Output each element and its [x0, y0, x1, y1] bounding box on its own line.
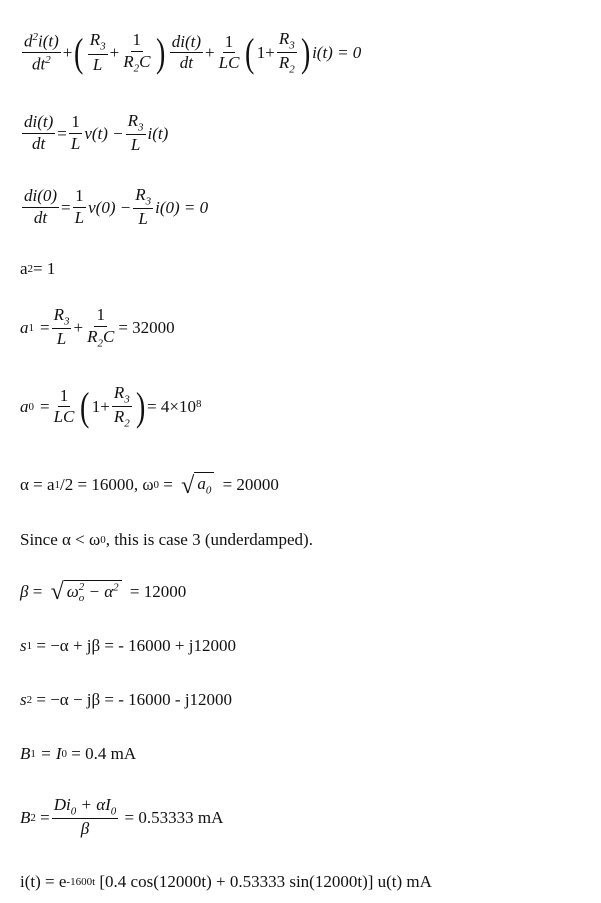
sqrt-a0: √ $a_0$ [181, 472, 214, 498]
since-text-rest: , this is case 3 (underdamped). [105, 530, 313, 549]
plus-sign: + [62, 42, 73, 62]
b2-fraction [52, 796, 119, 839]
sup-2: 2 [113, 581, 119, 594]
equals-sign: = [35, 807, 50, 827]
sub-2: 2 [30, 811, 36, 824]
sub-3: 3 [124, 393, 130, 406]
equals-sign: = [57, 123, 67, 143]
paren-open: ( [245, 29, 255, 75]
a-text: a [20, 317, 29, 337]
equals-sign: = [40, 396, 50, 416]
l-text: L [92, 54, 103, 74]
one-plus-text: 1+ [91, 396, 110, 416]
one-text: 1 [73, 187, 86, 208]
v-term: v(0) − [88, 197, 132, 217]
beta-value: = 12000 [125, 582, 187, 602]
final-solution-line [20, 872, 432, 892]
s2-expression: = −α − jβ = - 16000 - j12000 [32, 690, 233, 709]
l-text: L [74, 208, 85, 228]
one-over-lc [217, 33, 242, 73]
sub-1: 1 [26, 640, 33, 652]
lc-text: LC [218, 53, 240, 73]
equals-sign: = [159, 475, 178, 495]
equation-tail: i(t) = 0 [312, 42, 362, 62]
plus-sign: + [205, 42, 215, 62]
r3-over-r2 [277, 30, 297, 76]
paren-open: ( [80, 383, 90, 429]
a-text: a [20, 259, 28, 278]
a-text: a [197, 474, 206, 493]
paren-close: ) [156, 29, 166, 75]
a2-value: = 1 [33, 259, 56, 278]
sub-2: 2 [133, 62, 140, 75]
since-text: Since α < ω [20, 530, 101, 549]
sub-1: 1 [54, 479, 61, 492]
alpha-omega-line [20, 472, 279, 498]
sub-1: 1 [30, 748, 36, 760]
exp-8: 8 [195, 398, 202, 410]
denominator: dt [33, 208, 48, 228]
a2-line [20, 259, 55, 279]
dt-text: dt [32, 55, 46, 75]
sub-0: 0 [100, 534, 106, 546]
sub-3: 3 [289, 39, 295, 52]
a1-line [20, 306, 175, 349]
plus-sign: + [73, 317, 84, 337]
s-text: s [20, 636, 27, 655]
v-term: v(t) − [84, 123, 124, 143]
d-text: d [24, 31, 33, 51]
one-over-r2c [121, 31, 152, 74]
minus-alpha: − α [84, 582, 114, 601]
sub-2: 2 [26, 694, 33, 706]
r-text: R [135, 185, 146, 204]
one-text: 1 [223, 33, 236, 54]
numerator: di(0) [22, 187, 59, 208]
i-term: i(0) = 0 [155, 197, 209, 217]
beta-symbol: β [80, 819, 90, 839]
lc-text: LC [53, 407, 75, 427]
sub-0: 0 [205, 484, 212, 497]
one-text: 1 [131, 31, 144, 52]
paren-close: ) [135, 383, 146, 429]
sub-2: 2 [97, 337, 103, 350]
sub-0: 0 [28, 400, 34, 413]
equals-sign: = [61, 197, 71, 217]
exponent: -1600t [66, 876, 96, 888]
di-text: Di [53, 795, 71, 814]
r-text: R [113, 407, 125, 427]
s-text: s [20, 690, 27, 709]
b-text: B [20, 744, 31, 763]
sub-3: 3 [63, 315, 70, 328]
denominator: dt [32, 134, 46, 154]
i-term: i(t) [147, 123, 169, 143]
paren-open: ( [74, 29, 84, 75]
one-text: 1 [58, 387, 71, 408]
since-line [20, 530, 313, 550]
sub-o: o [78, 592, 85, 605]
a0-line [20, 384, 201, 430]
sub-2: 2 [27, 263, 34, 275]
s2-line [20, 690, 232, 710]
r-text: R [87, 326, 98, 346]
one-text: 1 [69, 113, 82, 134]
equation-di-dt [20, 112, 168, 155]
first-derivative-term [170, 33, 203, 73]
c-text: C [102, 326, 115, 346]
sub-2: 2 [124, 417, 130, 430]
sqrt-beta: √ ω 2 o − $\alpha^2$ [51, 580, 122, 604]
alpha-text: α = a [20, 475, 55, 495]
l-text: L [130, 135, 141, 155]
b2-line [20, 796, 223, 839]
equation-differential: $\frac{d^2i(t)}{dt^2}$ + ( $\frac{R_3}{L}$ + $\frac{1}{R_2C}$ ) $\frac{di(t)}{dt}$ + $\frac{1}{LC}$ ( 1+ $\frac{R_3}{R_2}$ ) i(t) = 0 [24, 29, 362, 76]
sub-3: 3 [100, 40, 106, 53]
di-text: di(t) [170, 33, 203, 54]
equals-sign: = [40, 317, 50, 337]
i0-text: = I [35, 744, 62, 763]
i-text: i(t) [38, 31, 59, 51]
b-text: B [20, 807, 31, 827]
r-text: R [278, 29, 290, 48]
l-text: L [138, 209, 148, 229]
c-text: C [139, 52, 151, 72]
sub-3: 3 [138, 121, 144, 134]
b2-value: = 0.53333 mA [120, 807, 224, 827]
omega-value: = 20000 [218, 475, 279, 495]
sup-2: 2 [32, 31, 38, 44]
a0-value: = 4×10 [147, 396, 196, 416]
a1-value: = 32000 [118, 317, 175, 337]
r-text: R [123, 52, 134, 72]
numerator: di(t) [22, 113, 55, 134]
s1-line [20, 636, 236, 656]
final-text: i(t) = e [20, 872, 67, 891]
sub-0: 0 [61, 748, 68, 760]
one-plus-text: 1+ [256, 42, 275, 62]
sup-2: 2 [78, 581, 85, 594]
s1-expression: = −α + jβ = - 16000 + j12000 [32, 636, 236, 655]
r3-over-l [88, 31, 108, 74]
omega-symbol: ω [66, 582, 79, 601]
sub-2: 2 [289, 63, 295, 76]
a-text: a [20, 396, 29, 416]
alpha-value: /2 = 16000, ω [60, 475, 154, 495]
paren-close: ) [300, 29, 311, 75]
sup-2b: 2 [45, 54, 51, 67]
dt-text: dt [179, 53, 193, 73]
sub-0: 0 [70, 805, 77, 818]
beta-line [20, 580, 186, 604]
sub-1: 1 [28, 321, 34, 334]
one-text: 1 [94, 306, 107, 327]
equation-di0-dt [20, 186, 208, 229]
beta-symbol: β [20, 582, 29, 602]
sub-0: 0 [110, 805, 117, 818]
sub-0: 0 [153, 479, 160, 492]
b1-line [20, 744, 136, 764]
b1-value: = 0.4 mA [67, 744, 137, 763]
r-text: R [113, 383, 125, 402]
l-text: L [56, 329, 67, 349]
final-text-rest: [0.4 cos(12000t) + 0.53333 sin(12000t)] u(t) mA [95, 872, 432, 891]
r-text: R [278, 53, 290, 73]
r-text: R [53, 305, 64, 324]
alpha-i-text: + αI [76, 795, 111, 814]
r-text: R [127, 111, 139, 130]
sub-3: 3 [145, 195, 152, 208]
equals-sign: = [28, 582, 47, 602]
r-text: R [89, 30, 101, 50]
second-derivative-term [22, 31, 61, 75]
l-text: L [70, 134, 81, 154]
